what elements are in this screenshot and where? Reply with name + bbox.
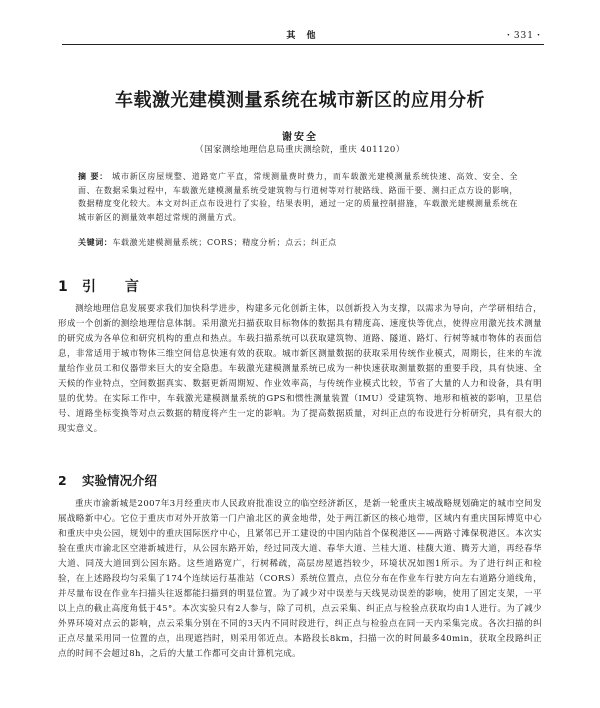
section-number: 1: [58, 279, 68, 295]
paper-title: 车载激光建模测量系统在城市新区的应用分析: [115, 90, 485, 111]
keywords-text: 车载激光建模测量系统；CORS；精度分析；点云；纠正点: [112, 238, 337, 247]
author-name: 谢安全: [282, 132, 318, 143]
keywords: [78, 236, 518, 249]
section-heading-introduction: [58, 276, 151, 296]
page-number: ・331・: [503, 31, 544, 41]
section-title: 实验情况介绍: [82, 473, 158, 488]
running-header: [62, 28, 544, 45]
section-number: 2: [58, 473, 67, 488]
abstract: [78, 170, 518, 224]
keywords-label: 关键词：: [78, 237, 113, 247]
header-section-name: 其 他: [286, 31, 320, 41]
section-title: 引 言: [82, 279, 151, 295]
abstract-label: 摘 要：: [78, 171, 109, 181]
experiment-paragraph: 重庆市渝新城是2007年3月经重庆市人民政府批准设立的临空经济新区，是新一轮重庆主城战略规划确定的城市空间发展战略新中心。它位于重庆市对外开放第一门户渝北区的黄金地带，处于两江新区的核心地带，区域内有重庆国际博览中心和重庆中央公园，规划中的重庆国际医疗中心，且紧邻已开工建设的中国内陆首个保税港区——两路寸滩保税港区。本次实验在重庆市渝北区空港新城进行，从公园东路开始，经过同茂大道、春华大道、兰桂大道、桂馥大道、腾芳大道，再经春华大道、同茂大道回到公园东路。这些道路宽广，行树稀疏，高层房屋遮挡较少，环境状况如图1所示。为了进行纠正和检验，在上述路段均匀采集了174个连续运行基准站（CORS）系统位置点，点位分布在作业车行驶方向左右道路分道线角，并尽量布设在作业车扫描头往返都能扫描到的明显位置。为了减少对中误差与天线晃动误差的影响，使用了固定支架，一平以上点的截止高度角低于45°。本次实验只有2人参与，除了司机，点云采集、纠正点与检验点获取均由1人进行。为了减少外界环境对点云的影响，点云采集分别在不同的3天内不同时段进行，纠正点与检验点在同一天内采集完成。各次扫描的纠正点尽量采用同一位置的点，出现遮挡时，则采用邻近点。本路段长8km，扫描一次的时间最多40min，获取全段路纠正点的时间不会超过8h，之后的大量工作都可交由计算机完成。: [58, 499, 542, 659]
section-heading-experiment: [58, 471, 157, 489]
abstract-text: 城市新区房屋规整、道路宽广平直，常规测量费时费力，而车载激光建模测量系统快速、高效、安全、全面、在数据采集过程中，车载激光建模测量系统受建筑物与行道树等对行驶路线、路面干要、测扫正点方设的影响，数据精度变化较大。本文对纠正点布设进行了实验，结果表明，通过一定的质量控制措施，车载激光建模测量系统在城市新区的测量效率超过常规的测量方式。: [78, 172, 518, 222]
introduction-paragraph: 测绘地理信息发展要求我们加快科学进步，构建多元化创新主体，以创新投入为支撑，以需求为导向，产学研相结合，形成一个创新的测绘地理信息体制。采用激光扫描获取目标物体的数据具有精度高、速度快等优点，使得应用激光技术测量的研究成为各单位和研究机构的重点和热点。车载扫描系统可以获取建筑物、道路、隧道、路灯、行树等城市物体的表面信息，非常适用于城市物体三维空间信息快速有效的获取。城市新区测量数据的获取采用传统作业模式，周期长，往来的车流量给作业员工和仪器带来巨大的安全隐患。车载激光建模测量系统已成为一种快速获取测量数据的重要手段，具有快速、全天候的作业特点，空间数据真实、数据更新周期短、作业效率高，与传统作业模式比较，节省了大量的人力和设备，具有明显的优势。在实际工作中，车载激光建模测量系统的GPS和惯性测量装置（IMU）受建筑物、地形和植被的影响，卫星信号、道路坐标变换等对点云数据的精度将产生一定的影响。为了提高数据质量，对纠正点的布设进行分析研究，具有很大的现实意义。: [58, 304, 542, 434]
author-affiliation: （国家测绘地理信息局重庆测绘院，重庆 401120）: [195, 145, 405, 155]
